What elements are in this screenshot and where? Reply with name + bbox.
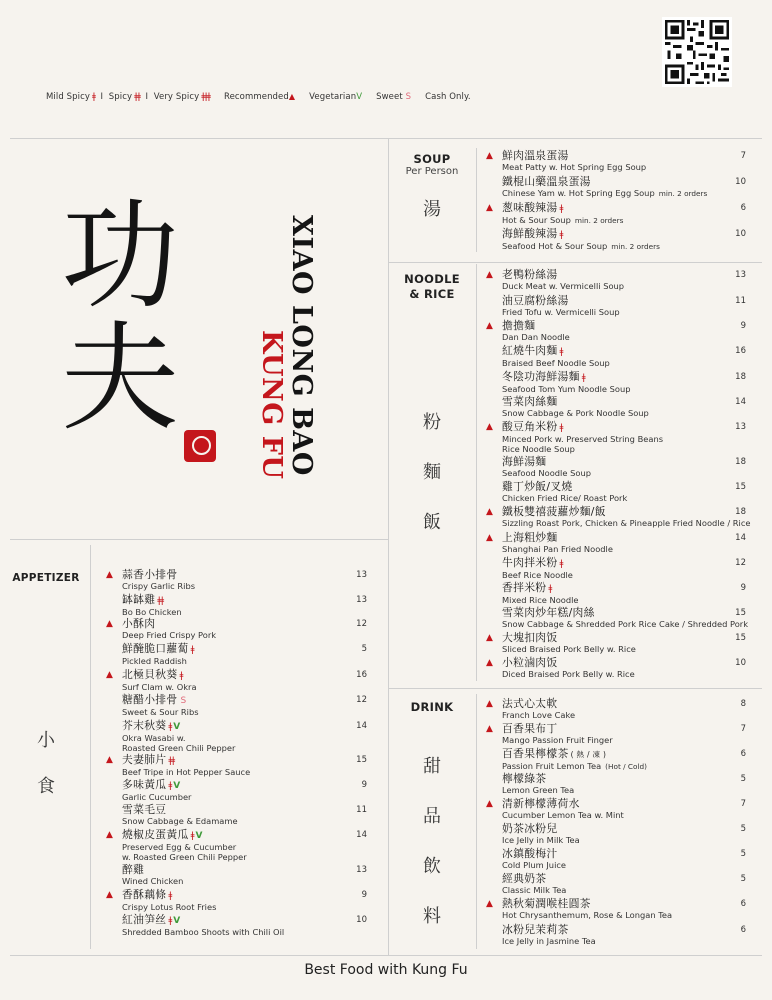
menu-item <box>486 631 636 654</box>
appetizer-divider <box>90 545 91 949</box>
item-name-zh: 清新檸檬薄荷水 <box>502 797 580 810</box>
menu-item <box>122 694 199 717</box>
menu-item <box>502 773 574 795</box>
item-name-zh: 醉雞 <box>122 863 145 876</box>
soup-title: SOUP <box>413 152 451 166</box>
thumbs-up-icon: ▲ <box>486 321 493 331</box>
item-price: 5 <box>361 644 367 654</box>
veg-icon: V <box>356 92 363 102</box>
menu-item <box>106 568 196 591</box>
menu-item <box>486 420 664 454</box>
top-divider <box>10 138 762 139</box>
item-name-en: Wined Chicken <box>122 876 184 886</box>
thumbs-up-icon: ▲ <box>486 799 493 809</box>
item-name-zh: 經典奶茶 <box>502 872 547 885</box>
soup-cjk: 湯 <box>423 199 441 220</box>
item-price: 9 <box>740 583 746 593</box>
appetizer-top-divider <box>10 539 388 540</box>
menu-item <box>502 371 631 394</box>
drink-cjk <box>390 742 474 942</box>
menu-item <box>486 722 613 745</box>
item-name-en: Snow Cabbage & Edamame <box>122 816 238 826</box>
item-note: min. 2 orders <box>574 216 624 225</box>
item-price: 9 <box>361 780 367 790</box>
menu-item <box>502 228 660 252</box>
item-name-zh: 上海粗炒麵 <box>502 531 558 544</box>
chili-icon: ǂ <box>581 373 585 383</box>
item-name-en: Pickled Raddish <box>122 656 187 666</box>
logo-xiao-long-bao: XIAO LONG BAO <box>286 215 317 476</box>
item-name-en: Dan Dan Noodle <box>502 332 570 342</box>
thumbs-up-icon: ▲ <box>288 92 296 101</box>
menu-item <box>502 295 620 317</box>
item-name-zh: 油豆腐粉絲湯 <box>502 294 569 307</box>
chili-icon: ǂ <box>548 584 552 594</box>
item-name-en: Hot & Sour Soup <box>502 215 571 225</box>
logo-chinese: 功夫 <box>60 187 179 447</box>
item-name-zh: 大塊扣肉饭 <box>502 631 558 644</box>
item-price: 13 <box>735 270 746 280</box>
item-name-en: Diced Braised Pork Belly w. Rice <box>502 669 635 679</box>
drink-cjk-char: 料 <box>423 906 441 927</box>
menu-item <box>122 643 194 666</box>
legend-spicy: Spicy <box>108 92 133 102</box>
thumbs-up-icon: ▲ <box>486 507 493 517</box>
thumbs-up-icon: ▲ <box>106 755 113 765</box>
item-price: 5 <box>740 849 746 859</box>
item-name-zh: 鮮肉溫泉蛋湯 <box>502 149 569 162</box>
thumbs-up-icon: ▲ <box>106 890 113 900</box>
sweet-icon: S <box>180 696 187 706</box>
menu-item <box>486 697 576 720</box>
chili-icon: ǂ <box>190 831 194 841</box>
item-price: 10 <box>735 658 746 668</box>
menu-item <box>486 797 624 820</box>
menu-item <box>122 804 238 826</box>
legend-separator: I <box>100 92 104 102</box>
menu-item <box>106 753 251 777</box>
legend-vegetarian: Vegetarian <box>309 92 357 102</box>
item-name-zh: 冰粉兒茉莉茶 <box>502 923 569 936</box>
item-name-zh: 香拌米粉 <box>502 581 547 594</box>
item-price: 15 <box>735 633 746 643</box>
item-name-en-line2: Roasted Green Chili Pepper <box>122 743 236 753</box>
item-name-en: Deep Fried Crispy Pork <box>122 630 217 640</box>
item-price: 10 <box>356 915 367 925</box>
legend-recommended: Recommended <box>223 92 289 102</box>
drink-cjk-char: 品 <box>423 806 441 827</box>
triple-chili-icon: ǂǂǂ <box>201 92 210 102</box>
drink-divider <box>476 694 477 949</box>
item-name-zh: 海鮮酸辣湯 <box>502 227 558 240</box>
item-name-en: Minced Pork w. Preserved String Beans <box>502 434 664 444</box>
item-name-zh: 熱秋菊潤喉桂圓茶 <box>502 897 591 910</box>
item-price: 16 <box>356 670 367 680</box>
bottom-divider <box>10 955 762 956</box>
item-price: 15 <box>356 755 367 765</box>
item-name-zh: 海鮮湯麵 <box>502 455 547 468</box>
item-note: (Hot / Cold) <box>605 762 647 771</box>
veg-icon: V <box>173 722 181 732</box>
item-name-en: Shanghai Pan Fried Noodle <box>502 544 613 554</box>
center-divider <box>388 138 389 955</box>
menu-item <box>502 396 649 418</box>
menu-item <box>106 828 247 862</box>
item-name-zh: 北極貝秋葵 <box>122 668 178 681</box>
noodle-cjk-char: 粉 <box>423 412 441 433</box>
menu-item <box>122 914 284 937</box>
item-name-zh: 冬陰功海鮮湯麵 <box>502 370 580 383</box>
item-name-en: Mango Passion Fruit Finger <box>502 735 613 745</box>
appetizer-title: APPETIZER <box>12 572 80 584</box>
veg-icon: V <box>173 781 181 791</box>
item-price: 13 <box>356 595 367 605</box>
item-price: 5 <box>740 774 746 784</box>
chili-icon: ǂ <box>559 347 563 357</box>
menu-item <box>502 607 748 629</box>
logo-seal-icon <box>184 430 216 462</box>
menu-item <box>122 864 183 886</box>
chili-icon: ǂ <box>190 645 194 655</box>
menu-item <box>502 924 596 946</box>
item-name-en: Cold Plum Juice <box>502 860 567 870</box>
drink-title: DRINK <box>410 700 454 714</box>
item-price: 10 <box>735 229 746 239</box>
item-price: 15 <box>735 482 746 492</box>
thumbs-up-icon: ▲ <box>486 899 493 909</box>
noodle-cjk <box>390 398 474 548</box>
item-name-en: Seafood Hot & Sour Soup <box>502 241 608 251</box>
appetizer-cjk-char: 小 <box>37 730 55 751</box>
legend <box>46 92 471 102</box>
item-name-zh: 燒椒皮蛋黃瓜 <box>122 828 189 841</box>
noodle-title: NOODLE <box>404 272 460 286</box>
item-price: 6 <box>740 925 746 935</box>
item-name-zh: 小粒滷肉饭 <box>502 656 558 669</box>
chili-icon: ǂ <box>92 92 95 102</box>
item-name-en: Lemon Green Tea <box>502 785 575 795</box>
noodle-cjk-char: 麵 <box>423 462 441 483</box>
item-price: 14 <box>735 397 746 407</box>
item-price: 5 <box>740 824 746 834</box>
legend-cash: Cash Only. <box>425 92 471 102</box>
item-price: 9 <box>361 890 367 900</box>
thumbs-up-icon: ▲ <box>106 570 113 580</box>
item-name-en: Sizzling Roast Pork, Chicken & Pineapple Fried Noodle / Rice <box>502 518 751 528</box>
chili-icon: ǂ <box>559 230 563 240</box>
item-price: 18 <box>735 507 746 517</box>
double-chili-icon: ǂǂ <box>168 756 175 766</box>
item-price: 7 <box>740 151 746 161</box>
item-name-en: Garlic Cucumber <box>122 792 192 802</box>
item-note-zh: ( 熱 / 凍 ) <box>570 750 607 759</box>
legend-separator: I <box>145 92 149 102</box>
double-chili-icon: ǂǂ <box>134 92 140 102</box>
noodle-title-2: & RICE <box>409 287 455 301</box>
menu-item <box>502 345 610 368</box>
item-name-en: Okra Wasabi w. <box>122 733 186 743</box>
item-price: 6 <box>740 899 746 909</box>
menu-item <box>486 268 625 291</box>
soup-noodle-divider <box>388 262 762 263</box>
item-name-en: Seafood Tom Yum Noodle Soup <box>502 384 631 394</box>
chili-icon: ǂ <box>168 891 172 901</box>
item-name-zh: 百香果布丁 <box>502 722 558 735</box>
thumbs-up-icon: ▲ <box>106 830 113 840</box>
item-name-en: Surf Clam w. Okra <box>122 682 197 692</box>
item-name-en: Ice Jelly in Jasmine Tea <box>502 936 596 946</box>
item-name-zh: 雞丁炒飯/叉燒 <box>502 480 573 493</box>
item-name-en: Sliced Braised Pork Belly w. Rice <box>502 644 636 654</box>
chili-icon: ǂ <box>559 559 563 569</box>
noodle-drink-divider <box>388 688 762 689</box>
item-name-zh: 法式心太軟 <box>502 697 558 710</box>
item-name-en: Beef Tripe in Hot Pepper Sauce <box>122 767 251 777</box>
menu-item <box>502 176 707 199</box>
item-name-en: Duck Meat w. Vermicelli Soup <box>502 281 625 291</box>
legend-mild: Mild Spicy <box>46 92 91 102</box>
footer-tagline: Best Food with Kung Fu <box>304 962 468 978</box>
menu-item <box>122 779 191 802</box>
thumbs-up-icon: ▲ <box>486 699 493 709</box>
menu-item <box>486 201 624 226</box>
item-name-en: Snow Cabbage & Pork Noodle Soup <box>502 408 649 418</box>
item-price: 7 <box>740 799 746 809</box>
menu-item <box>122 720 235 753</box>
thumbs-up-icon: ▲ <box>486 203 493 213</box>
noodle-divider <box>476 264 477 681</box>
thumbs-up-icon: ▲ <box>486 724 493 734</box>
item-name-zh: 糖醋小排骨 <box>122 693 178 706</box>
item-name-zh: 擔擔麵 <box>502 319 536 332</box>
thumbs-up-icon: ▲ <box>486 633 493 643</box>
item-name-en: Fried Tofu w. Vermicelli Soup <box>502 307 620 317</box>
thumbs-up-icon: ▲ <box>486 658 493 668</box>
item-price: 5 <box>740 874 746 884</box>
item-name-en: Chicken Fried Rice/ Roast Pork <box>502 493 628 503</box>
sweet-icon: S <box>405 92 412 102</box>
menu-item <box>502 823 580 845</box>
menu-item <box>486 319 570 342</box>
item-name-zh: 香酥藕條 <box>122 888 167 901</box>
item-name-en: Shredded Bamboo Shoots with Chili Oil <box>122 927 285 937</box>
appetizer-cjk-char: 食 <box>37 776 55 797</box>
soup-subtitle: Per Person <box>405 166 459 177</box>
item-name-en-line2: Rice Noodle Soup <box>502 444 575 454</box>
item-price: 11 <box>735 296 746 306</box>
item-price: 10 <box>735 177 746 187</box>
menu-item <box>502 848 566 870</box>
item-price: 16 <box>735 346 746 356</box>
item-name-en: Hot Chrysanthemum, Rose & Longan Tea <box>502 910 673 920</box>
veg-icon: V <box>195 831 203 841</box>
thumbs-up-icon: ▲ <box>486 422 493 432</box>
chili-icon: ǂ <box>168 916 172 926</box>
menu-item <box>502 557 573 580</box>
item-price: 12 <box>356 695 367 705</box>
item-name-zh: 葱味酸辣湯 <box>502 201 558 214</box>
soup-divider <box>476 148 477 252</box>
item-name-en: Braised Beef Noodle Soup <box>502 358 610 368</box>
menu-item <box>502 582 579 605</box>
item-name-en-line2: w. Roasted Green Chili Pepper <box>122 852 247 862</box>
menu-item <box>106 888 217 912</box>
item-name-en: Bo Bo Chicken <box>122 607 182 617</box>
item-name-zh: 雪菜毛豆 <box>122 803 167 816</box>
item-name-zh: 雪菜肉絲麵 <box>502 395 558 408</box>
item-name-en: Beef Rice Noodle <box>502 570 573 580</box>
chili-icon: ǂ <box>168 722 172 732</box>
menu-item <box>106 617 217 640</box>
item-name-zh: 雪菜肉炒年糕/肉絲 <box>502 606 595 619</box>
item-name-zh: 紅燒牛肉麵 <box>502 344 558 357</box>
item-name-zh: 鐵棍山藥溫泉蛋湯 <box>502 175 591 188</box>
thumbs-up-icon: ▲ <box>486 151 493 161</box>
menu-item <box>502 481 627 503</box>
appetizer-cjk <box>10 718 82 810</box>
veg-icon: V <box>173 916 181 926</box>
item-name-en: Seafood Noodle Soup <box>502 468 591 478</box>
item-name-en: Preserved Egg & Cucumber <box>122 842 237 852</box>
menu-item <box>106 668 197 692</box>
menu-item <box>502 456 591 478</box>
logo-kungfu: KUNG FU <box>256 330 287 480</box>
item-price: 18 <box>735 372 746 382</box>
drink-cjk-char: 飲 <box>423 856 441 877</box>
menu-item <box>486 505 751 528</box>
double-chili-icon: ǂǂ <box>157 596 164 606</box>
item-name-en: Ice Jelly in Milk Tea <box>502 835 580 845</box>
item-name-zh: 鮮醃脆口蘿蔔 <box>122 642 189 655</box>
item-price: 18 <box>735 457 746 467</box>
item-name-en: Meat Patty w. Hot Spring Egg Soup <box>502 162 647 172</box>
item-price: 7 <box>740 724 746 734</box>
item-name-en: Crispy Garlic Ribs <box>122 581 196 591</box>
menu-item <box>486 897 673 920</box>
item-note: min. 2 orders <box>658 189 708 198</box>
legend-very-spicy: Very Spicy <box>153 92 200 102</box>
item-price: 11 <box>356 805 367 815</box>
qr-code-icon[interactable] <box>662 17 732 87</box>
chili-icon: ǂ <box>559 204 563 214</box>
menu-item <box>502 748 647 772</box>
item-price: 13 <box>356 570 367 580</box>
item-name-zh: 缽缽雞 <box>122 593 156 606</box>
chili-icon: ǂ <box>559 423 563 433</box>
item-name-en: Chinese Yam w. Hot Spring Egg Soup <box>502 188 655 198</box>
menu-item <box>486 149 647 172</box>
item-name-zh: 檸檬綠茶 <box>502 772 547 785</box>
item-price: 15 <box>735 608 746 618</box>
item-price: 14 <box>356 721 367 731</box>
item-name-zh: 奶茶冰粉兒 <box>502 822 558 835</box>
item-name-en: Mixed Rice Noodle <box>502 595 579 605</box>
item-name-zh: 芥末秋葵 <box>122 719 167 732</box>
chili-icon: ǂ <box>168 781 172 791</box>
noodle-cjk-char: 飯 <box>423 512 441 533</box>
item-name-en: Snow Cabbage & Shredded Pork Rice Cake / Shredded Pork <box>502 619 749 629</box>
menu-item <box>486 656 635 679</box>
item-price: 13 <box>735 422 746 432</box>
drink-cjk-char: 甜 <box>423 756 441 777</box>
thumbs-up-icon: ▲ <box>486 270 493 280</box>
item-name-zh: 蒜香小排骨 <box>122 568 178 581</box>
item-name-zh: 小酥肉 <box>122 617 156 630</box>
item-name-zh: 多味黃瓜 <box>122 778 167 791</box>
item-price: 6 <box>740 203 746 213</box>
item-name-zh: 冰鎮酸梅汁 <box>502 847 558 860</box>
menu-item <box>122 594 182 617</box>
item-name-zh: 夫妻肺片 <box>122 753 167 766</box>
item-name-zh: 牛肉拌米粉 <box>502 556 558 569</box>
item-name-en: Crispy Lotus Root Fries <box>122 902 217 912</box>
item-name-en: Cucumber Lemon Tea w. Mint <box>502 810 624 820</box>
item-name-zh: 鐵板雙禧菠蘿炒麵/飯 <box>502 505 606 518</box>
item-price: 9 <box>740 321 746 331</box>
item-price: 12 <box>735 558 746 568</box>
chili-icon: ǂ <box>179 671 183 681</box>
item-price: 6 <box>740 749 746 759</box>
item-price: 13 <box>356 865 367 875</box>
thumbs-up-icon: ▲ <box>106 670 113 680</box>
item-price: 8 <box>740 699 746 709</box>
item-price: 12 <box>356 619 367 629</box>
item-name-zh: 老鴨粉絲湯 <box>502 268 558 281</box>
item-price: 14 <box>356 830 367 840</box>
menu-item <box>486 531 613 554</box>
item-name-en: Classic Milk Tea <box>502 885 567 895</box>
item-name-zh: 酸豆角米粉 <box>502 420 558 433</box>
item-price: 14 <box>735 533 746 543</box>
menu-item <box>502 873 566 895</box>
item-name-zh: 紅油笋丝 <box>122 913 167 926</box>
thumbs-up-icon: ▲ <box>106 619 113 629</box>
item-name-en: Passion Fruit Lemon Tea <box>502 761 602 771</box>
item-name-en: Franch Love Cake <box>502 710 576 720</box>
item-name-zh: 百香果檸檬茶 <box>502 747 569 760</box>
item-note: min. 2 orders <box>611 242 660 251</box>
item-name-en: Sweet & Sour Ribs <box>122 707 199 717</box>
thumbs-up-icon: ▲ <box>486 533 493 543</box>
legend-sweet: Sweet <box>376 92 403 102</box>
